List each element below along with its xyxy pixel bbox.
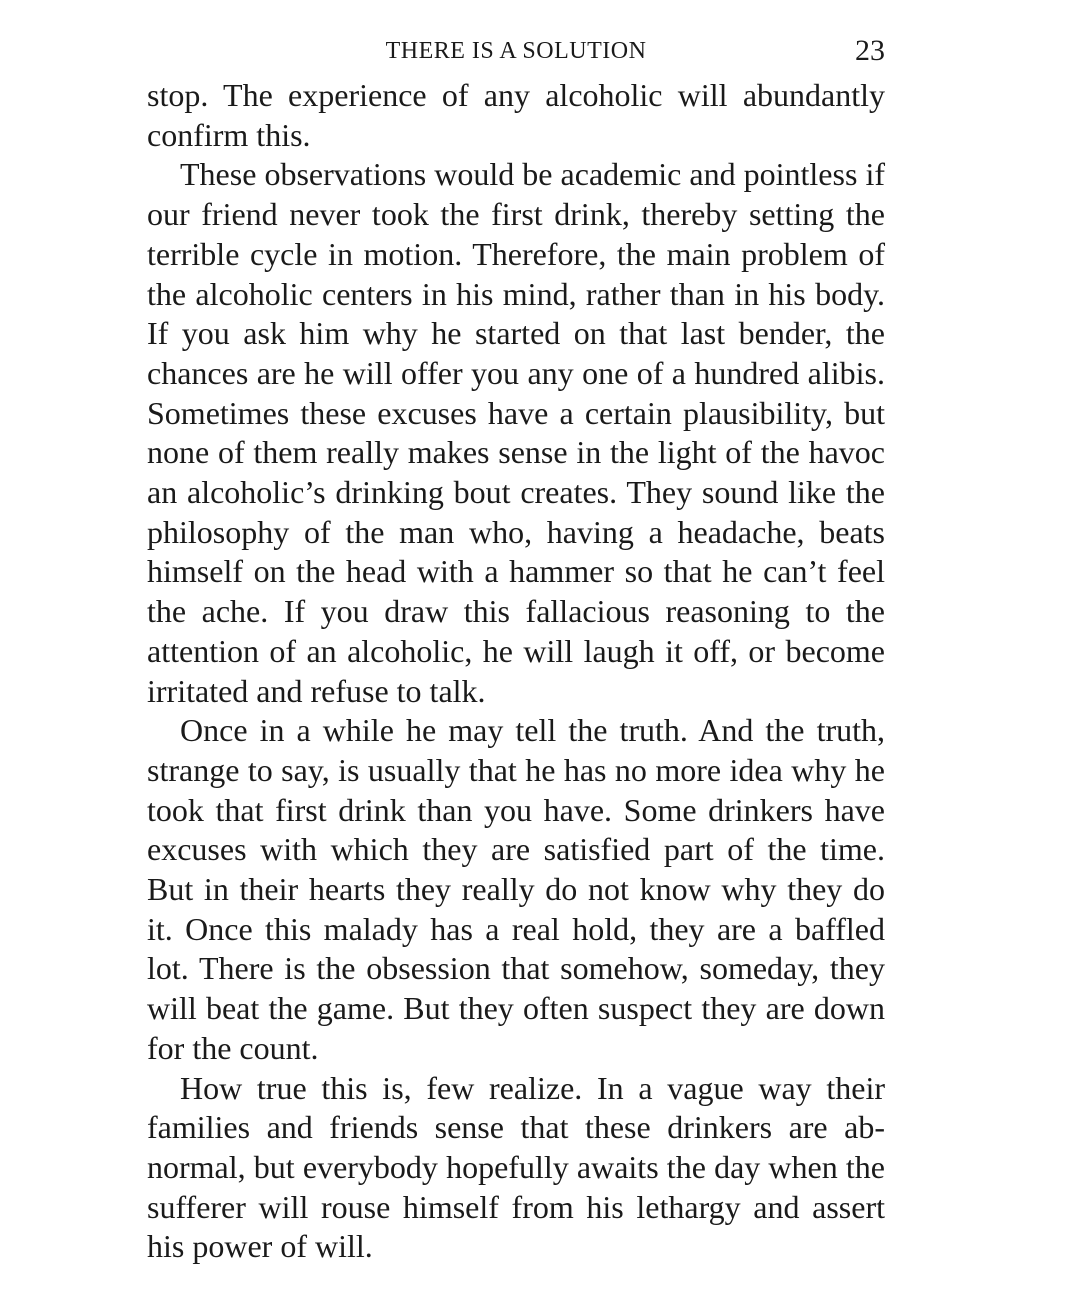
body-text [147, 76, 885, 1267]
book-page [147, 0, 885, 1308]
paragraph: These observations would be academic and pointless if our friend never took the first drink, thereby setting the terrible cycle in motion. Therefore, the main problem of the alcoholic centers in his mind, rather than in his body. If you ask him why he started on that last bender, the chances are he will offer you any one of a hundred alibis. Sometimes these excuses have a certain plausibility, but none of them really makes sense in the light of the havoc an alcoholic’s drinking bout creates. They sound like the philosophy of the man who, having a headache, beats himself on the head with a hammer so that he can’t feel the ache. If you draw this fallacious reasoning to the attention of an alcoholic, he will laugh it off, or become irritated and refuse to talk. [147, 156, 885, 709]
paragraph: How true this is, few realize. In a vague way their families and friends sense that these drinkers are abnormal, but everybody hopefully awaits the day when the sufferer will rouse himself from his lethargy and assert his power of will. [147, 1069, 885, 1265]
paragraph-continued: stop. The experience of any alcoholic will abundantly confirm this. [147, 77, 885, 153]
running-title: THERE IS A SOLUTION [385, 38, 647, 64]
paragraph: Once in a while he may tell the truth. And the truth, strange to say, is usually that he has no more idea why he took that first drink than you have. Some drinkers have excuses with which they are satisfied part of the time. But in their hearts they really do not know why they do it. Once this malady has a real hold, they are a baffled lot. There is the obsession that somehow, someday, they will beat the game. But they often suspect they are down for the count. [147, 712, 885, 1066]
running-header [147, 36, 885, 68]
page-number: 23 [855, 34, 885, 67]
